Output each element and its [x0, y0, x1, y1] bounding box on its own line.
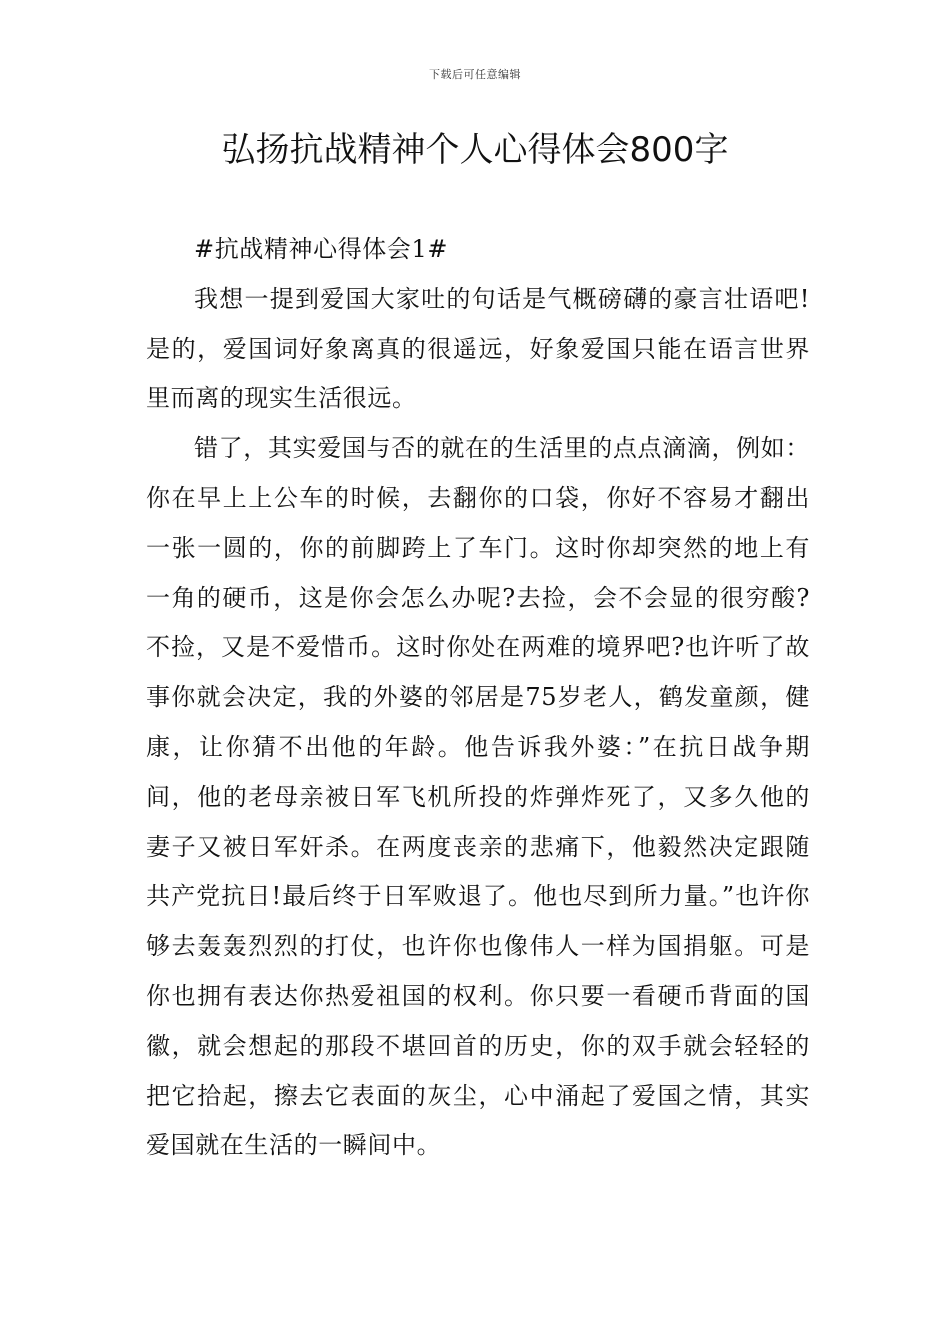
section-heading: #抗战精神心得体会1# [194, 235, 449, 263]
document-body [146, 225, 810, 1171]
body-paragraph: 错了，其实爱国与否的就在的生活里的点点滴滴，例如：你在早上上公车的时候，去翻你的口袋，你好不容易才翻出一张一圆的，你的前脚跨上了车门。这时你却突然的地上有一角的硬币，这是你会怎么办呢?去捡，会不会显的很穷酸?不捡，又是不爱惜币。这时你处在两难的境界吧?也许听了故事你就会决定，我的外婆的邻居是75岁老人，鹤发童颜，健康，让你猜不出他的年龄。他告诉我外婆：”在抗日战争期间，他的老母亲被日军飞机所投的炸弹炸死了，又多久他的妻子又被日军奸杀。在两度丧亲的悲痛下，他毅然决定跟随共产党抗日!最后终于日军败退了。他也尽到所力量。”也许你够去轰轰烈烈的打仗，也许你也像伟人一样为国捐躯。可是你也拥有表达你热爱祖国的权利。你只要一看硬币背面的国徽，就会想起的那段不堪回首的历史，你的双手就会轻轻的把它拾起，擦去它表面的灰尘，心中涌起了爱国之情，其实爱国就在生活的一瞬间中。 [146, 434, 810, 1160]
page-title: 弘扬抗战精神个人心得体会800字 [221, 130, 729, 170]
header-note: 下载后可任意编辑 [429, 68, 521, 81]
body-paragraph: 我想一提到爱国大家吐的句话是气概磅礴的豪言壮语吧!是的，爱国词好象离真的很遥远，好象爱国只能在语言世界里而离的现实生活很远。 [146, 284, 810, 413]
